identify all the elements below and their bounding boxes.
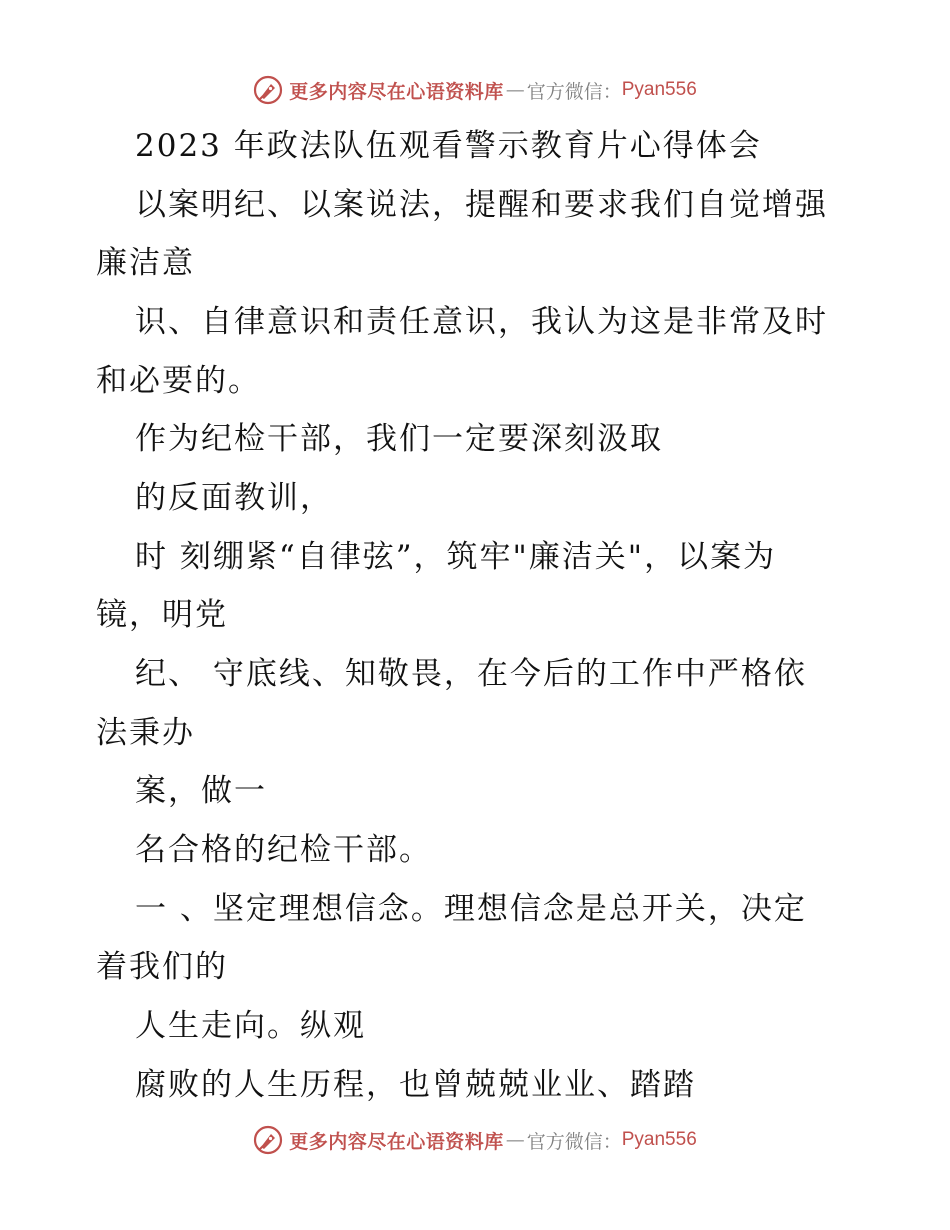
document-title: 2023 年政法队伍观看警示教育片心得体会 <box>135 128 762 164</box>
document-line: 的反面教训， <box>135 480 333 516</box>
document-line: 和必要的。 <box>96 363 261 399</box>
watermark-wechat-id: Pyan556 <box>621 1129 697 1150</box>
document-line: 廉洁意 <box>96 245 195 281</box>
document-line: 案，做一 <box>135 773 267 809</box>
watermark-main-text: 更多内容尽在心语资料库 <box>289 1130 504 1153</box>
document-line: 识、自律意识和责任意识，我认为这是非常及时 <box>135 304 828 340</box>
document-line: 腐败的人生历程，也曾兢兢业业、踏踏 <box>135 1067 696 1103</box>
document-line: 着我们的 <box>96 949 228 985</box>
watermark-banner-bottom <box>0 1120 950 1160</box>
document-line: 纪、 守底线、知敬畏，在今后的工作中严格依 <box>135 656 807 692</box>
document-line: 以案明纪、以案说法，提醒和要求我们自觉增强 <box>135 187 828 223</box>
pen-nib-logo-icon <box>253 75 283 105</box>
document-line: 镜，明党 <box>96 597 228 633</box>
watermark-wechat-id: Pyan556 <box>621 79 697 100</box>
document-line: 人生走向。纵观 <box>135 1008 366 1044</box>
document-line: 名合格的纪检干部。 <box>135 832 432 868</box>
pen-nib-logo-icon <box>253 1125 283 1155</box>
document-line: 法秉办 <box>96 715 195 751</box>
watermark-wechat-label: 官方微信： <box>526 80 622 103</box>
document-line: 一 、坚定理想信念。理想信念是总开关，决定 <box>135 891 807 927</box>
document-line: 作为纪检干部，我们一定要深刻汲取 <box>135 421 663 457</box>
watermark-wechat-label: 官方微信： <box>526 1130 622 1153</box>
document-line: 时 刻绷紧“自律弦”，筑牢"廉洁关"，以案为 <box>135 539 777 575</box>
watermark-separator: — <box>505 1129 525 1151</box>
watermark-main-text: 更多内容尽在心语资料库 <box>289 80 504 103</box>
watermark-banner-top <box>0 70 950 110</box>
watermark-separator: — <box>505 79 525 101</box>
